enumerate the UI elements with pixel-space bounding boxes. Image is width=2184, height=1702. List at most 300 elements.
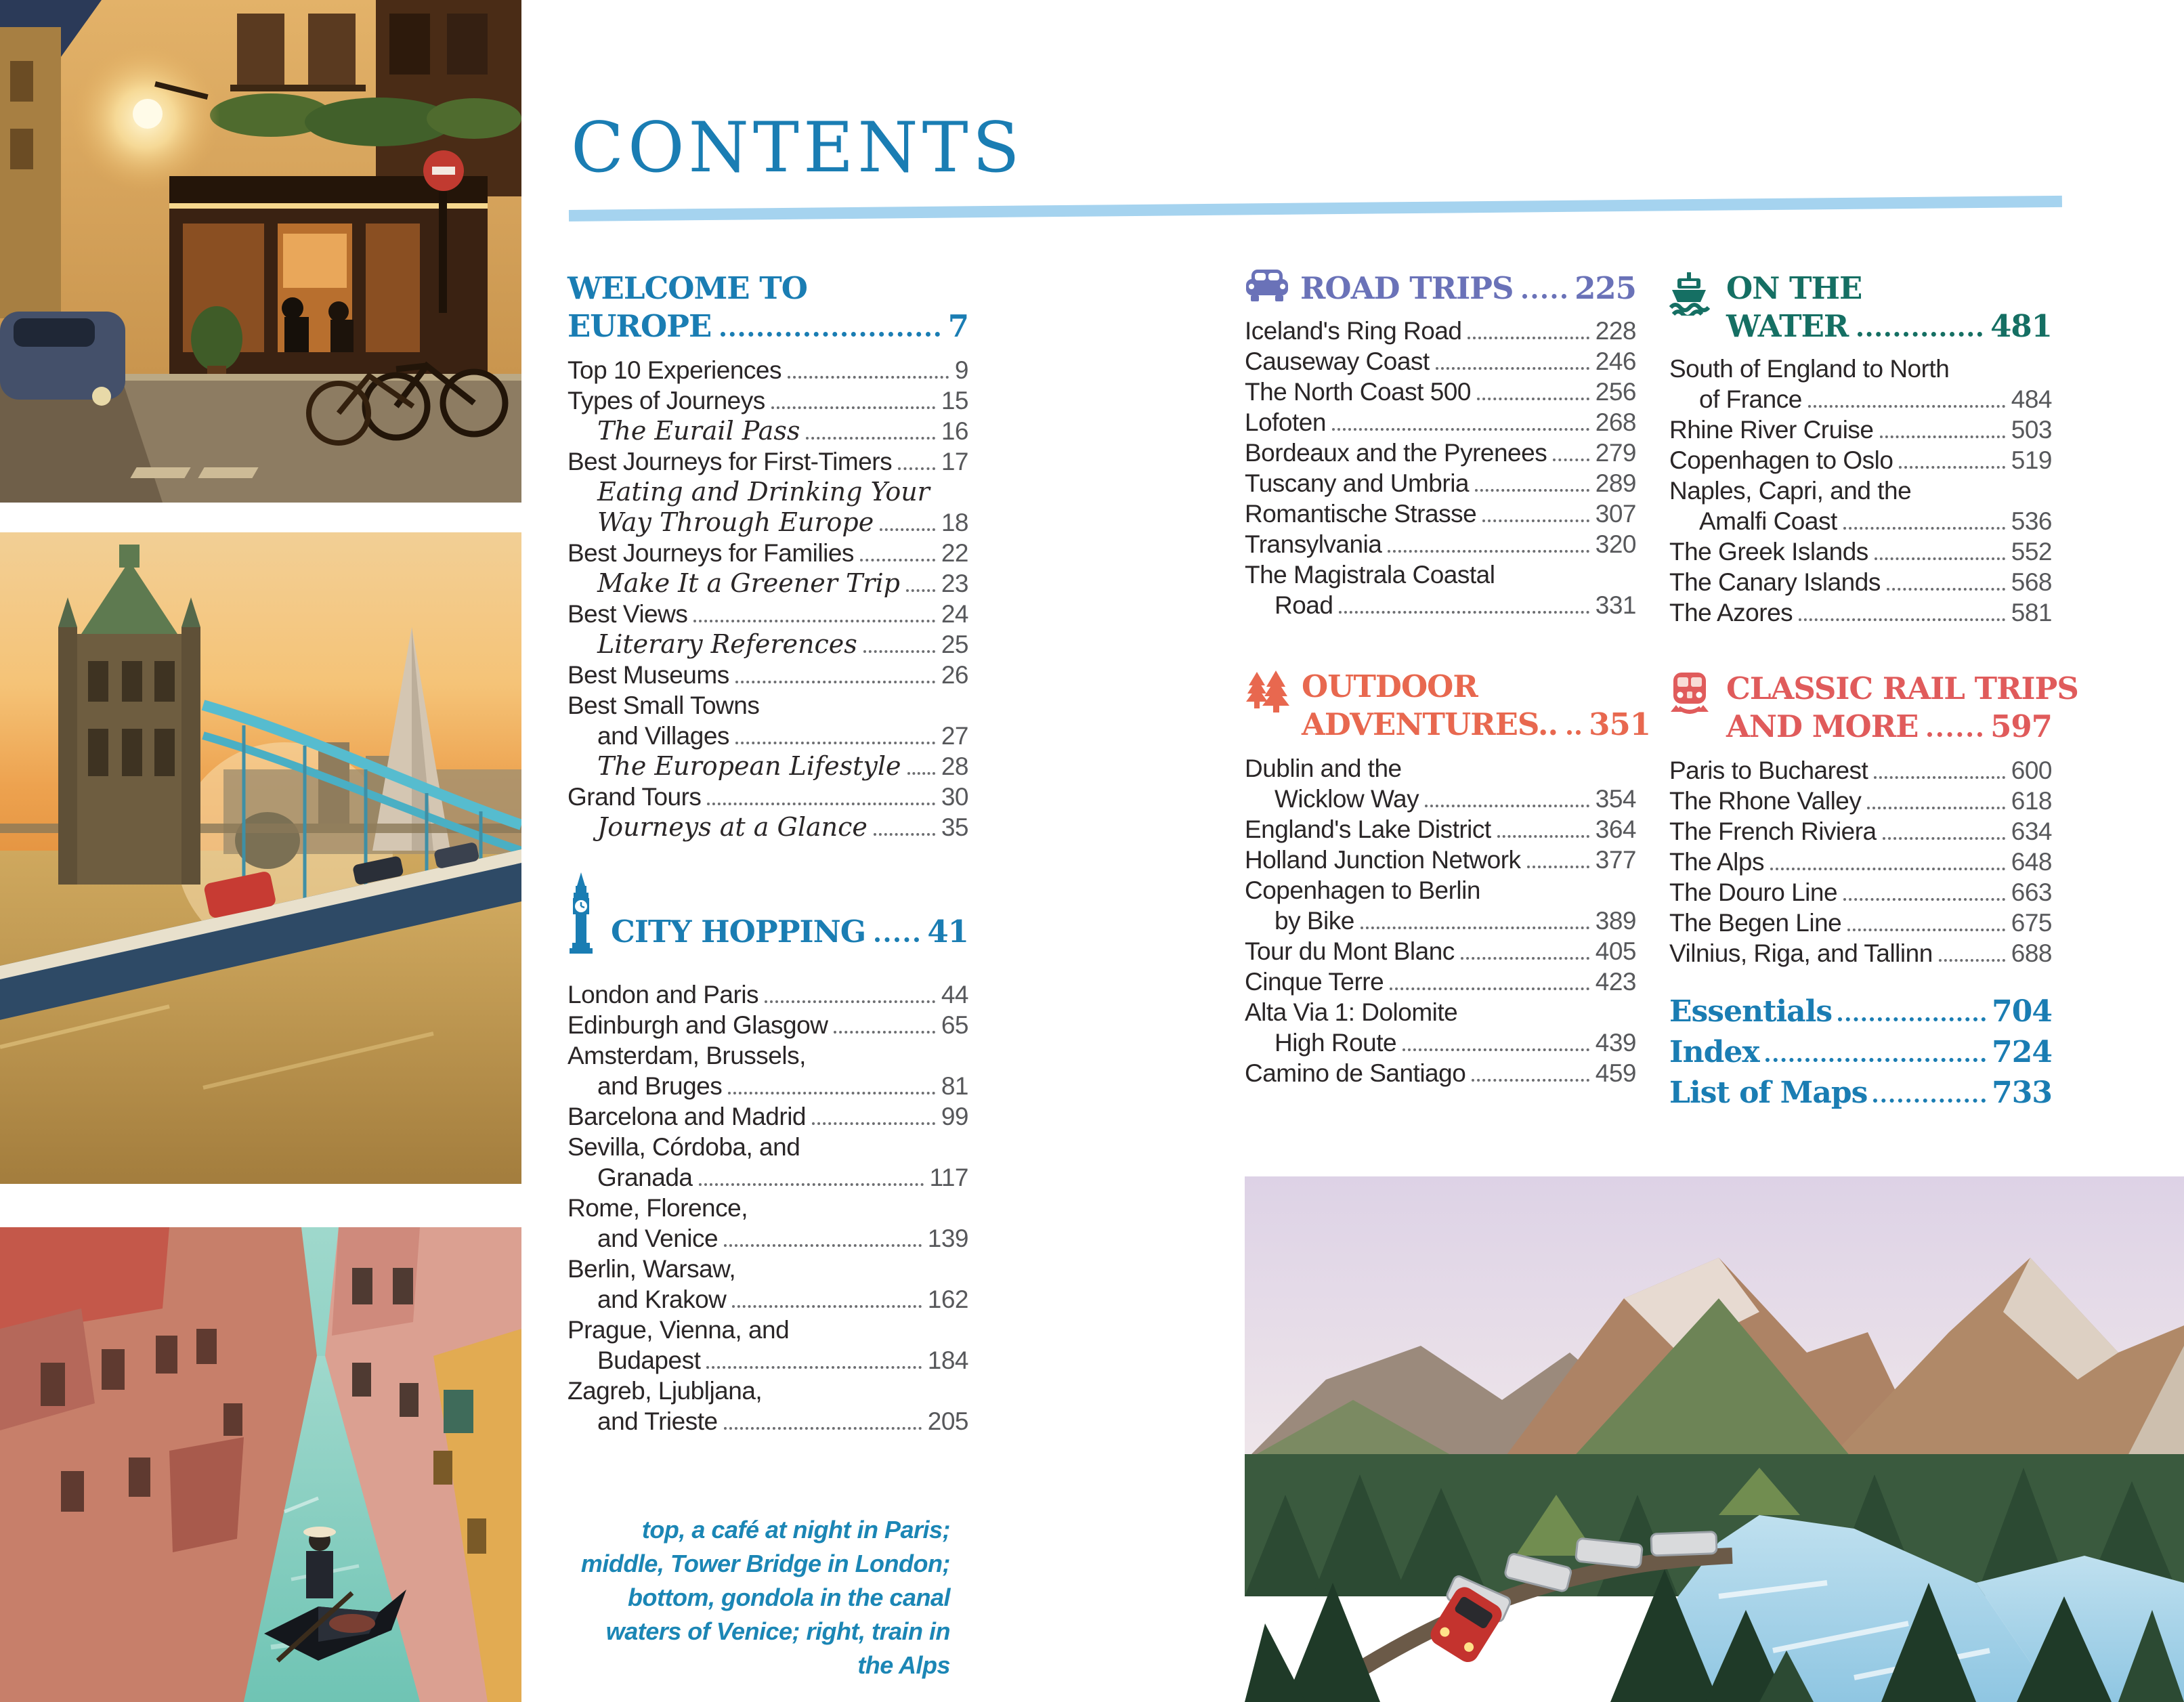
- dot-leader: [724, 1237, 922, 1247]
- toc-entry: [1669, 354, 2052, 384]
- toc-entry-title: Barcelona and Madrid: [568, 1103, 806, 1130]
- dot-leader: [1880, 429, 2005, 438]
- toc-entry-title: Rome, Florence,: [568, 1194, 748, 1222]
- dot-leader: [806, 430, 935, 440]
- toc-entry-page-number: 99: [941, 1103, 968, 1130]
- toc-entry-page-number: 320: [1595, 530, 1636, 558]
- toc-entry-page-number: 581: [2011, 599, 2052, 626]
- toc-entry: [1245, 438, 1636, 468]
- dot-leader: [1847, 922, 2005, 931]
- toc-entry-page-number: 331: [1595, 591, 1636, 619]
- toc-entry: [568, 446, 968, 477]
- section-title-text: OUTDOOR: [1302, 668, 1478, 704]
- dot-leader: [1883, 830, 2005, 840]
- toc-entry-title: Prague, Vienna, and: [568, 1316, 790, 1344]
- toc-entry-page-number: 439: [1595, 1029, 1636, 1057]
- toc-entry-title: South of England to North: [1669, 355, 1950, 383]
- toc-entry: [1245, 1027, 1636, 1058]
- toc-entry: [1669, 847, 2052, 877]
- paris-cafe-photo: [0, 0, 521, 503]
- toc-entry-page-number: 389: [1595, 907, 1636, 935]
- photo-caption-line: middle, Tower Bridge in London;: [580, 1550, 950, 1577]
- dot-leader: [735, 735, 935, 744]
- toc-entry: [568, 721, 968, 751]
- dot-leader: [724, 1420, 922, 1430]
- toc-entry: [1245, 936, 1636, 966]
- toc-entry-page-number: 377: [1595, 846, 1636, 874]
- toc-entry: [1245, 814, 1636, 845]
- toc-entry: [568, 690, 968, 721]
- dot-leader: [898, 461, 935, 470]
- toc-entry-title: The Canary Islands: [1669, 568, 1881, 596]
- toc-entry-title: Holland Junction Network: [1245, 846, 1521, 874]
- toc-entry-page-number: 268: [1595, 408, 1636, 436]
- toc-entry: [1669, 445, 2052, 475]
- toc-entry-page-number: 246: [1595, 347, 1636, 375]
- toc-entry-title: Best Journeys for Families: [568, 539, 854, 567]
- section-title-text: WELCOME TO: [568, 270, 807, 306]
- section-title-text: CLASSIC RAIL TRIPS: [1726, 671, 2078, 706]
- toc-entry-page-number: 405: [1595, 937, 1636, 965]
- dot-leader: [732, 1298, 921, 1308]
- page-title: CONTENTS: [571, 108, 1024, 188]
- section-page-number: 225: [1575, 270, 1636, 306]
- dot-leader: [880, 522, 935, 531]
- toc-entry-page-number: 44: [941, 981, 968, 1008]
- toc-entry-page-number: 28: [941, 752, 968, 780]
- toc-entry-page-number: 724: [1992, 1035, 2052, 1069]
- toc-entry: [568, 1223, 968, 1254]
- toc-entry: [568, 1071, 968, 1101]
- section-page-number: 41: [927, 914, 968, 950]
- dot-leader: [1553, 452, 1589, 461]
- toc-entry-page-number: 364: [1595, 815, 1636, 843]
- dot-leader: [1390, 981, 1589, 990]
- toc-entry-title: Essentials: [1669, 994, 1833, 1029]
- toc-entry-title: by Bike: [1275, 907, 1354, 935]
- toc-entry-title: Granada: [597, 1164, 693, 1191]
- toc-entry: [1669, 384, 2052, 414]
- dot-leader: [1567, 722, 1581, 735]
- toc-entry-title: High Route: [1275, 1029, 1397, 1057]
- dot-leader: [1522, 286, 1566, 299]
- photo-caption-line: waters of Venice; right, train in the Alps: [605, 1617, 950, 1679]
- toc-entry-title: Transylvania: [1245, 530, 1382, 558]
- toc-section-road: [1245, 270, 1636, 620]
- dot-leader: [706, 1359, 921, 1369]
- toc-entry-page-number: 18: [941, 509, 968, 536]
- toc-entry: [1669, 506, 2052, 536]
- toc-entry: [568, 751, 968, 782]
- toc-entry-page-number: 24: [941, 600, 968, 628]
- dot-leader: [1808, 398, 2005, 408]
- section-page-number: 481: [1990, 308, 2052, 344]
- toc-entry-page-number: 733: [1992, 1076, 2052, 1110]
- toc-entry-page-number: 22: [941, 539, 968, 567]
- toc-entry-title: Types of Journeys: [568, 387, 765, 414]
- toc-entry-title: and Krakow: [597, 1285, 727, 1313]
- dot-leader: [765, 994, 935, 1003]
- toc-entry-title: and Villages: [597, 722, 729, 750]
- toc-entry-page-number: 205: [927, 1407, 968, 1435]
- section-title-text: ROAD TRIPS: [1300, 270, 1514, 306]
- toc-entry-title: Camino de Santiago: [1245, 1059, 1466, 1087]
- dot-leader: [1927, 724, 1982, 737]
- dot-leader: [1461, 950, 1589, 960]
- section-page-number: 351: [1589, 706, 1651, 742]
- toc-section-city: [568, 913, 968, 1437]
- toc-entry-page-number: 27: [941, 722, 968, 750]
- toc-entry-page-number: 9: [954, 356, 968, 384]
- toc-entry-title: Road: [1275, 591, 1333, 619]
- toc-entry-title: Iceland's Ring Road: [1245, 317, 1462, 345]
- photo-caption-line: top, a café at night in Paris;: [641, 1516, 950, 1544]
- section-heading: [1669, 270, 2052, 345]
- toc-entry: [1669, 475, 2052, 506]
- toc-entry-title: Best Museums: [568, 661, 729, 689]
- toc-entry: [568, 1040, 968, 1071]
- dot-leader: [906, 582, 935, 592]
- toc-entry: [568, 1345, 968, 1376]
- title-rule: [569, 196, 2062, 221]
- toc-entry-title: The North Coast 500: [1245, 378, 1471, 406]
- toc-column-3: [1669, 270, 2078, 1113]
- toc-entry: [1245, 529, 1636, 559]
- toc-section-outdoor: [1245, 668, 1651, 1088]
- toc-entry: [568, 1132, 968, 1162]
- toc-entry: [568, 507, 968, 538]
- dot-leader: [907, 765, 935, 775]
- dot-leader: [875, 929, 919, 942]
- toc-entry-title: The French Riviera: [1669, 817, 1877, 845]
- toc-entry: [568, 1101, 968, 1132]
- toc-entry-page-number: 65: [941, 1011, 968, 1039]
- toc-entry-title: The Magistrala Coastal: [1245, 561, 1495, 589]
- toc-entry-title: Alta Via 1: Dolomite: [1245, 998, 1458, 1026]
- dot-leader: [1875, 551, 2005, 560]
- toc-entry-page-number: 536: [2011, 507, 2052, 535]
- toc-entry: [1245, 906, 1636, 936]
- toc-entry-page-number: 279: [1595, 439, 1636, 467]
- dot-leader: [788, 369, 949, 379]
- section-title-text: ADVENTURES..: [1302, 706, 1558, 742]
- dot-leader: [1867, 800, 2005, 809]
- toc-entry-title: Edinburgh and Glasgow: [568, 1011, 828, 1039]
- toc-entry-title: Best Small Towns: [568, 692, 760, 719]
- toc-entry-title: and Trieste: [597, 1407, 718, 1435]
- dot-leader: [707, 796, 935, 805]
- toc-entry-title: Eating and Drinking Your: [597, 477, 930, 507]
- dot-leader: [834, 1024, 935, 1034]
- toc-entry: [1669, 414, 2052, 445]
- venice-gondola-photo: [0, 1227, 521, 1702]
- dot-leader: [1887, 581, 2005, 591]
- toc-entry-page-number: 228: [1595, 317, 1636, 345]
- dot-leader: [1472, 1072, 1589, 1082]
- toc-entry-title: The European Lifestyle: [597, 751, 901, 781]
- toc-entry: [1669, 536, 2052, 567]
- photo-caption-line: bottom, gondola in the canal: [628, 1583, 950, 1611]
- toc-entry-page-number: 30: [941, 783, 968, 811]
- toc-entry: [568, 1376, 968, 1406]
- toc-entry: [1669, 877, 2052, 908]
- tower-bridge-photo: [0, 532, 521, 1184]
- dot-leader: [693, 613, 935, 622]
- section-heading: [1245, 668, 1651, 744]
- dot-leader: [1858, 324, 1982, 337]
- toc-entry-page-number: 16: [941, 417, 968, 445]
- dot-leader: [1339, 604, 1589, 614]
- toc-entry-title: The Rhone Valley: [1669, 787, 1862, 815]
- toc-entry-title: of France: [1699, 385, 1802, 413]
- toc-entry-page-number: 139: [927, 1225, 968, 1252]
- toc-entry-title: Tuscany and Umbria: [1245, 469, 1469, 497]
- toc-entry-page-number: 648: [2011, 848, 2052, 876]
- toc-entry-title: Rhine River Cruise: [1669, 416, 1874, 444]
- toc-entry-title: The Douro Line: [1669, 878, 1838, 906]
- toc-entry-title: Copenhagen to Berlin: [1245, 876, 1480, 904]
- dot-leader: [1497, 828, 1589, 838]
- toc-entry-page-number: 162: [927, 1285, 968, 1313]
- toc-entry: [568, 568, 968, 599]
- toc-entry-page-number: 423: [1595, 968, 1636, 996]
- toc-entry-title: Lofoten: [1245, 408, 1326, 436]
- dot-leader: [1765, 1050, 1986, 1062]
- pine-trees-icon: [1245, 671, 1289, 712]
- dot-leader: [699, 1176, 924, 1186]
- toc-entry-title: Sevilla, Córdoba, and: [568, 1133, 800, 1161]
- toc-entry-title: London and Paris: [568, 981, 759, 1008]
- toc-entry: [1669, 786, 2052, 816]
- dot-leader: [728, 1085, 935, 1094]
- toc-entry-page-number: 519: [2011, 446, 2052, 474]
- toc-entry-title: Causeway Coast: [1245, 347, 1430, 375]
- toc-entry-title: Romantische Strasse: [1245, 500, 1477, 528]
- toc-entry-title: Dublin and the: [1245, 754, 1402, 782]
- toc-entry-title: and Venice: [597, 1225, 719, 1252]
- toc-entry-title: Copenhagen to Oslo: [1669, 446, 1893, 474]
- section-heading: [1669, 670, 2078, 746]
- toc-entry-title: Make It a Greener Trip: [597, 568, 900, 598]
- toc-entry-page-number: 618: [2011, 787, 2052, 815]
- toc-entry: [568, 416, 968, 446]
- toc-entry: [1669, 597, 2052, 628]
- toc-entry-title: Zagreb, Ljubljana,: [568, 1377, 763, 1405]
- toc-entry-title: Paris to Bucharest: [1669, 757, 1868, 784]
- dot-leader: [721, 324, 939, 337]
- toc-entry: [1245, 316, 1636, 346]
- toc-entry-page-number: 663: [2011, 878, 2052, 906]
- toc-entry: [1245, 498, 1636, 529]
- toc-entry-page-number: 256: [1595, 378, 1636, 406]
- toc-entry-page-number: 688: [2011, 939, 2052, 967]
- dot-leader: [874, 826, 935, 836]
- toc-entry-title: The Azores: [1669, 599, 1793, 626]
- toc-entry-title: The Eurail Pass: [597, 416, 800, 446]
- toc-entry-page-number: 35: [941, 813, 968, 841]
- toc-entry-title: Index: [1669, 1035, 1759, 1069]
- toc-section-water: [1669, 270, 2052, 628]
- toc-entry-page-number: 184: [927, 1346, 968, 1374]
- toc-entry: [1669, 567, 2052, 597]
- section-page-number: 7: [947, 308, 968, 344]
- toc-entry-page-number: 600: [2011, 757, 2052, 784]
- toc-entry: [1245, 377, 1636, 407]
- dot-leader: [1873, 1091, 1986, 1103]
- toc-entry: [568, 538, 968, 568]
- toc-entry: [568, 599, 968, 629]
- toc-entry-title: The Begen Line: [1669, 909, 1842, 937]
- dot-leader: [1874, 769, 2005, 779]
- toc-entry: [1669, 938, 2052, 969]
- dot-leader: [1770, 861, 2005, 870]
- toc-entry: [568, 1162, 968, 1193]
- toc-entry: [1245, 753, 1636, 784]
- toc-entry: [1245, 559, 1636, 590]
- car-icon: [1245, 268, 1289, 302]
- toc-entry-title: Wicklow Way: [1275, 785, 1419, 813]
- toc-entry: [568, 1315, 968, 1345]
- toc-entry: [1245, 784, 1636, 814]
- toc-entry: [1245, 590, 1636, 620]
- toc-entry-title: Amsterdam, Brussels,: [568, 1042, 806, 1069]
- toc-entry-title: Best Views: [568, 600, 688, 628]
- toc-entry-title: Best Journeys for First-Timers: [568, 448, 893, 475]
- toc-entry-title: Berlin, Warsaw,: [568, 1255, 736, 1283]
- dot-leader: [812, 1115, 935, 1125]
- toc-entry: [1669, 908, 2052, 938]
- toc-entry-title: List of Maps: [1669, 1076, 1868, 1110]
- toc-entry: [568, 385, 968, 416]
- toc-entry-page-number: 484: [2011, 385, 2052, 413]
- toc-entry-title: Naples, Capri, and the: [1669, 477, 1912, 505]
- toc-entry-page-number: 704: [1992, 994, 2052, 1029]
- section-title-text: CITY HOPPING: [611, 914, 866, 950]
- section-heading: [1245, 270, 1636, 307]
- toc-section-rail: [1669, 670, 2078, 969]
- toc-entry: [1245, 468, 1636, 498]
- section-title-text: ON THE: [1726, 270, 1862, 306]
- toc-entry: [1245, 845, 1636, 875]
- section-page-number: 597: [1990, 708, 2052, 744]
- toc-entry: [1669, 1073, 2052, 1113]
- toc-entry-page-number: 25: [941, 631, 968, 658]
- section-title-text: EUROPE: [568, 308, 712, 344]
- toc-entry-title: The Alps: [1669, 848, 1764, 876]
- toc-entry: [1245, 1058, 1636, 1088]
- toc-entry: [568, 660, 968, 690]
- toc-entry-page-number: 17: [941, 448, 968, 475]
- toc-entry: [568, 1254, 968, 1284]
- dot-leader: [735, 674, 935, 683]
- dot-leader: [1425, 798, 1589, 807]
- toc-entry-title: and Bruges: [597, 1072, 723, 1100]
- dot-leader: [1838, 1010, 1986, 1021]
- toc-entry-page-number: 117: [929, 1164, 968, 1191]
- toc-column-1: [568, 270, 968, 1437]
- toc-entry-title: Amalfi Coast: [1699, 507, 1837, 535]
- toc-entry-title: Grand Tours: [568, 783, 702, 811]
- toc-entry-page-number: 459: [1595, 1059, 1636, 1087]
- big-ben-icon: [568, 872, 595, 954]
- dot-leader: [1482, 513, 1589, 522]
- toc-entry-title: Tour du Mont Blanc: [1245, 937, 1455, 965]
- dot-leader: [1799, 612, 2005, 621]
- alps-train-photo: [1245, 1176, 2184, 1702]
- toc-entry: [568, 1193, 968, 1223]
- toc-entry-title: Budapest: [597, 1346, 701, 1374]
- toc-entry: [1245, 997, 1636, 1027]
- toc-entry-page-number: 23: [941, 570, 968, 597]
- toc-entry-title: Way Through Europe: [597, 507, 874, 537]
- toc-entry-title: Vilnius, Riga, and Tallinn: [1669, 939, 1933, 967]
- dot-leader: [1468, 330, 1589, 339]
- dot-leader: [1939, 952, 2005, 962]
- toc-entry: [568, 1406, 968, 1437]
- toc-entry-page-number: 81: [941, 1072, 968, 1100]
- dot-leader: [1332, 421, 1589, 431]
- toc-entry: [568, 812, 968, 843]
- toc-entry-page-number: 15: [941, 387, 968, 414]
- ferry-icon: [1669, 272, 1710, 316]
- toc-section-welcome: [568, 270, 968, 843]
- toc-entry: [568, 477, 968, 507]
- toc-entry-title: Bordeaux and the Pyrenees: [1245, 439, 1547, 467]
- toc-entry: [1245, 407, 1636, 438]
- toc-entry-title: Top 10 Experiences: [568, 356, 781, 384]
- toc-entry: [568, 629, 968, 660]
- toc-section-back: [1669, 992, 2052, 1113]
- dot-leader: [1388, 543, 1589, 553]
- toc-entry-page-number: 568: [2011, 568, 2052, 596]
- section-heading: [568, 270, 968, 345]
- toc-entry-title: Journeys at a Glance: [597, 812, 868, 842]
- toc-entry: [568, 979, 968, 1010]
- toc-entry-title: Literary References: [597, 629, 857, 659]
- toc-entry-title: England's Lake District: [1245, 815, 1491, 843]
- dot-leader: [1843, 891, 2005, 901]
- train-icon: [1669, 673, 1710, 715]
- toc-entry-page-number: 503: [2011, 416, 2052, 444]
- dot-leader: [1899, 459, 2005, 469]
- dot-leader: [771, 400, 935, 409]
- toc-entry: [1245, 966, 1636, 997]
- toc-entry-page-number: 26: [941, 661, 968, 689]
- toc-entry: [1245, 346, 1636, 377]
- toc-entry: [1669, 816, 2052, 847]
- toc-entry-page-number: 552: [2011, 538, 2052, 566]
- toc-entry: [1245, 875, 1636, 906]
- dot-leader: [1527, 859, 1589, 868]
- toc-entry-page-number: 289: [1595, 469, 1636, 497]
- dot-leader: [1475, 482, 1589, 492]
- toc-entry: [568, 1010, 968, 1040]
- dot-leader: [1361, 920, 1589, 929]
- dot-leader: [1403, 1042, 1589, 1051]
- dot-leader: [1477, 391, 1589, 400]
- toc-entry-page-number: 675: [2011, 909, 2052, 937]
- dot-leader: [1843, 520, 2005, 530]
- toc-entry: [1669, 1032, 2052, 1073]
- toc-entry-page-number: 354: [1595, 785, 1636, 813]
- toc-entry: [1669, 992, 2052, 1032]
- dot-leader: [1436, 360, 1589, 370]
- section-title-text: WATER: [1726, 308, 1849, 344]
- toc-entry: [568, 782, 968, 812]
- toc-entry: [568, 355, 968, 385]
- toc-entry-page-number: 634: [2011, 817, 2052, 845]
- section-title-text: AND MORE: [1726, 708, 1919, 744]
